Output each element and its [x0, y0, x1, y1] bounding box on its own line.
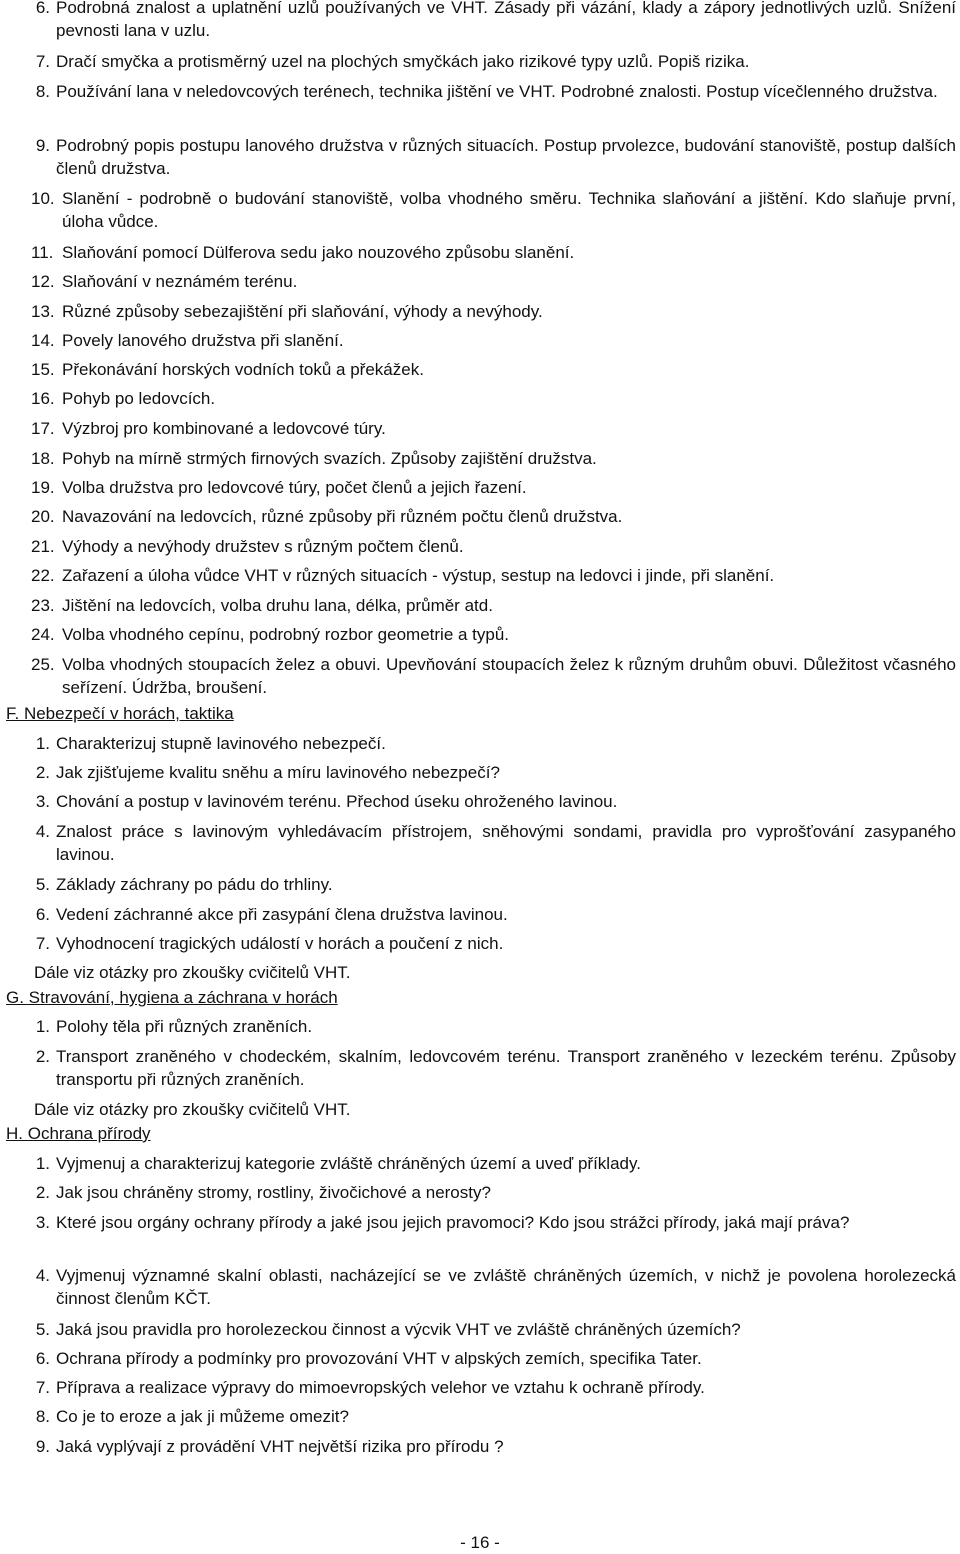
list-item [0, 80, 960, 103]
item-text: Překonávání horských vodních toků a překážek. [62, 360, 424, 379]
list-item [0, 623, 960, 646]
item-number: 18. [31, 449, 55, 468]
item-number: 14. [31, 331, 55, 350]
list-item [0, 505, 960, 528]
list-item [0, 417, 960, 440]
item-number: 2. [35, 1047, 50, 1066]
list-item [0, 1181, 960, 1204]
list-item [0, 387, 960, 410]
item-number: 4. [35, 1266, 50, 1285]
list-item [0, 300, 960, 323]
list-item [0, 358, 960, 381]
list-item [0, 653, 960, 699]
item-number: 1. [35, 1154, 50, 1173]
list-item [0, 732, 960, 755]
section-g-heading: G. Stravování, hygiena a záchrana v horách [6, 988, 338, 1007]
list-item [0, 790, 960, 813]
item-number: 15. [31, 360, 55, 379]
item-text: Podrobný popis postupu lanového družstva v různých situacích. Postup prvolezce, budování stanoviště, postup dalších členů družstva. [56, 136, 956, 178]
list-item [0, 1015, 960, 1038]
item-number: 7. [35, 934, 50, 953]
list-item [0, 1045, 960, 1091]
list-item [0, 476, 960, 499]
item-number: 5. [35, 1320, 50, 1339]
list-item [0, 594, 960, 617]
item-text: Různé způsoby sebezajištění při slaňování, výhody a nevýhody. [62, 302, 543, 321]
item-text: Jištění na ledovcích, volba druhu lana, délka, průměr atd. [62, 596, 493, 615]
item-text: Zařazení a úloha vůdce VHT v různých situacích - výstup, sestup na ledovci i jinde, při slanění. [62, 566, 775, 585]
item-number: 13. [31, 302, 55, 321]
item-number: 8. [35, 1407, 50, 1426]
item-number: 21. [31, 537, 55, 556]
item-number: 24. [31, 625, 55, 644]
item-text: Pohyb po ledovcích. [62, 389, 216, 408]
section-f-heading: F. Nebezpečí v horách, taktika [6, 704, 234, 723]
item-text: Slanění - podrobně o budování stanoviště, volba vhodného směru. Technika slaňování a jištění. Kdo slaňuje první, úloha vůdce. [62, 189, 956, 231]
item-text: Volba vhodného cepínu, podrobný rozbor geometrie a typů. [62, 625, 510, 644]
list-item [0, 932, 960, 955]
item-number: 8. [35, 82, 50, 101]
item-number: 9. [35, 136, 50, 155]
list-item [0, 134, 960, 180]
list-item [0, 820, 960, 866]
list-item [0, 187, 960, 233]
item-text: Pohyb na mírně strmých firnových svazích. Způsoby zajištění družstva. [62, 449, 597, 468]
section-h-heading: H. Ochrana přírody [6, 1124, 151, 1143]
item-text: Podrobná znalost a uplatnění uzlů používaných ve VHT. Zásady při vázání, klady a zápory jednotlivých uzlů. Snížení pevnosti lana v uzlu. [56, 0, 956, 40]
item-number: 2. [35, 1183, 50, 1202]
item-text: Základy záchrany po pádu do trhliny. [56, 875, 333, 894]
item-text: Výzbroj pro kombinované a ledovcové túry. [62, 419, 386, 438]
list-item [0, 270, 960, 293]
item-number: 23. [31, 596, 55, 615]
item-number: 6. [35, 905, 50, 924]
item-text: Znalost práce s lavinovým vyhledávacím přístrojem, sněhovými sondami, pravidla pro vyprošťování zasypaného lavinou. [56, 822, 956, 864]
item-text: Vyhodnocení tragických událostí v horách a poučení z nich. [56, 934, 504, 953]
page-number: - 16 - [460, 1533, 500, 1552]
section-g-note: Dále viz otázky pro zkoušky cvičitelů VHT. [34, 1100, 351, 1119]
item-number: 12. [31, 272, 55, 291]
item-text: Výhody a nevýhody družstev s různým počtem členů. [62, 537, 464, 556]
item-text: Navazování na ledovcích, různé způsoby při různém počtu členů družstva. [62, 507, 623, 526]
item-text: Slaňování pomocí Dülferova sedu jako nouzového způsobu slanění. [62, 243, 575, 262]
list-item [0, 1211, 960, 1234]
item-text: Vyjmenuj a charakterizuj kategorie zvláště chráněných území a uveď příklady. [56, 1154, 641, 1173]
item-text: Dračí smyčka a protisměrný uzel na plochých smyčkách jako rizikové typy uzlů. Popiš rizika. [56, 52, 750, 71]
item-text: Co je to eroze a jak ji můžeme omezit? [56, 1407, 349, 1426]
item-text: Transport zraněného v chodeckém, skalním, ledovcovém terénu. Transport zraněného v lezeckém terénu. Způsoby transportu při různých zraněních. [56, 1047, 956, 1089]
list-item [0, 903, 960, 926]
item-text: Vedení záchranné akce při zasypání člena družstva lavinou. [56, 905, 508, 924]
item-number: 22. [31, 566, 55, 585]
list-item [0, 535, 960, 558]
list-item [0, 447, 960, 470]
item-text: Jak jsou chráněny stromy, rostliny, živočichové a nerosty? [56, 1183, 491, 1202]
item-number: 11. [31, 243, 54, 262]
list-item [0, 241, 960, 264]
item-number: 7. [35, 1378, 50, 1397]
item-text: Ochrana přírody a podmínky pro provozování VHT v alpských zemích, specifika Tater. [56, 1349, 702, 1368]
item-text: Používání lana v neledovcových terénech, technika jištění ve VHT. Podrobné znalosti. Postup vícečlenného družstva. [56, 82, 938, 101]
list-item [0, 1264, 960, 1310]
item-text: Jaká jsou pravidla pro horolezeckou činnost a výcvik VHT ve zvláště chráněných územích? [56, 1320, 741, 1339]
item-number: 25. [31, 655, 55, 674]
item-number: 3. [35, 1213, 50, 1232]
item-number: 1. [35, 734, 50, 753]
list-item [0, 1152, 960, 1175]
list-item [0, 1376, 960, 1399]
item-text: Vyjmenuj významné skalní oblasti, nacházející se ve zvláště chráněných územích, v nichž je povolena horolezecká činnost členům KČT. [56, 1266, 956, 1308]
item-text: Chování a postup v lavinovém terénu. Přechod úseku ohroženého lavinou. [56, 792, 618, 811]
item-text: Které jsou orgány ochrany přírody a jaké jsou jejich pravomoci? Kdo jsou strážci přírody, jaká mají práva? [56, 1213, 850, 1232]
list-item [0, 761, 960, 784]
list-item [0, 329, 960, 352]
list-item [0, 564, 960, 587]
item-text: Volba vhodných stoupacích želez a obuvi. Upevňování stoupacích želez k různým druhům obuvi. Důležitost včasného seřízení. Údržba, broušení. [62, 655, 956, 697]
item-text: Příprava a realizace výpravy do mimoevropských velehor ve vztahu k ochraně přírody. [56, 1378, 705, 1397]
list-item [0, 0, 960, 42]
item-number: 4. [35, 822, 50, 841]
item-number: 7. [35, 52, 50, 71]
item-text: Jaká vyplývají z provádění VHT největší rizika pro přírodu ? [56, 1437, 504, 1456]
item-number: 19. [31, 478, 55, 497]
item-number: 6. [35, 1349, 50, 1368]
item-number: 3. [35, 792, 50, 811]
item-text: Volba družstva pro ledovcové túry, počet členů a jejich řazení. [62, 478, 527, 497]
list-item [0, 50, 960, 73]
list-item [0, 1405, 960, 1428]
item-number: 2. [35, 763, 50, 782]
item-number: 17. [31, 419, 55, 438]
item-text: Charakterizuj stupně lavinového nebezpečí. [56, 734, 386, 753]
item-text: Povely lanového družstva při slanění. [62, 331, 344, 350]
item-text: Slaňování v neznámém terénu. [62, 272, 298, 291]
list-item [0, 1435, 960, 1458]
item-number: 9. [35, 1437, 50, 1456]
item-number: 1. [35, 1017, 50, 1036]
item-number: 6. [35, 0, 50, 17]
item-number: 5. [35, 875, 50, 894]
section-f-note: Dále viz otázky pro zkoušky cvičitelů VHT. [34, 963, 351, 982]
item-text: Jak zjišťujeme kvalitu sněhu a míru lavinového nebezpečí? [56, 763, 500, 782]
list-item [0, 873, 960, 896]
item-number: 20. [31, 507, 55, 526]
list-item [0, 1347, 960, 1370]
item-number: 10. [31, 189, 55, 208]
item-text: Polohy těla při různých zraněních. [56, 1017, 313, 1036]
item-number: 16. [31, 389, 55, 408]
list-item [0, 1318, 960, 1341]
